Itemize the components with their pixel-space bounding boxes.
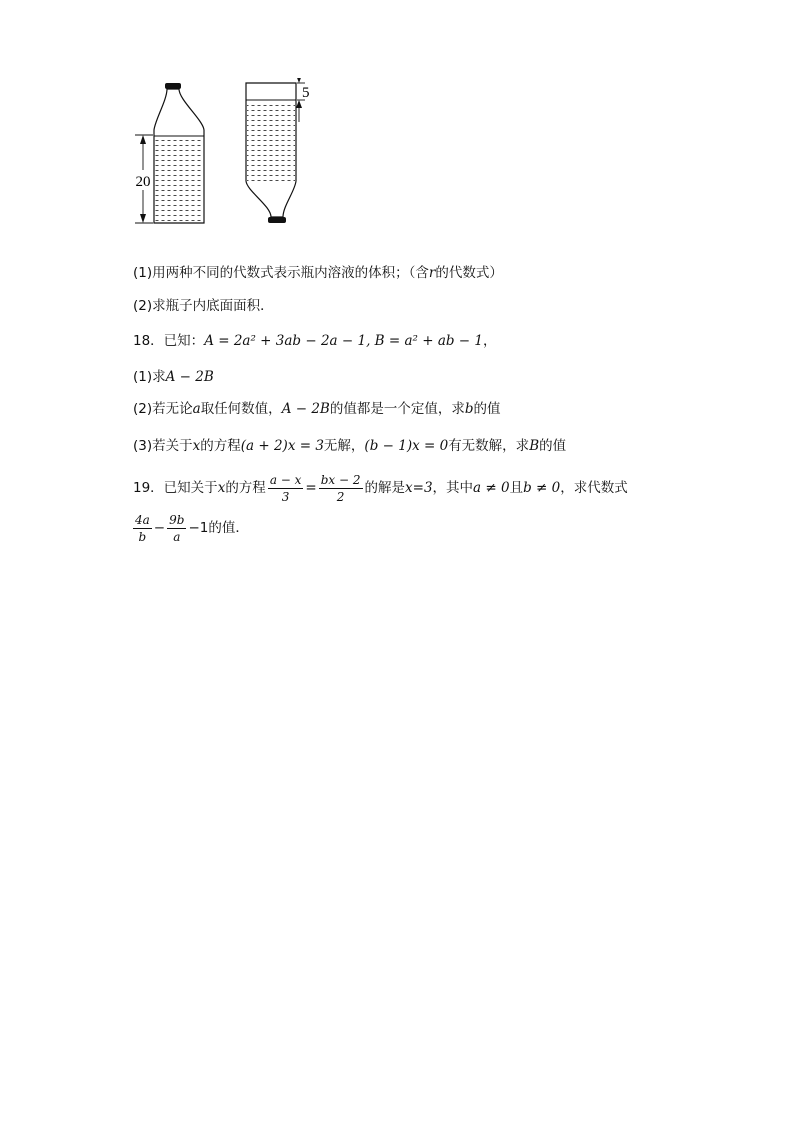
q19-condition-b: b ≠ 0 — [523, 480, 561, 496]
q18-equation-1: (a + 2)x = 3 — [240, 438, 324, 454]
gap-dimension — [296, 78, 310, 122]
q17-part2: (2)求瓶子内底面面积． — [133, 298, 274, 314]
q19-mid2: 的解是 — [364, 480, 406, 496]
q19-condition-a: a ≠ 0 — [473, 480, 510, 496]
q19-frac4-num: 9b — [169, 512, 185, 527]
q18-part1 — [133, 368, 214, 386]
q19-end: ，求代数式 — [560, 480, 628, 496]
height-label: 20 — [135, 174, 151, 190]
q18-part3-mid: 的方程 — [200, 438, 241, 454]
q18-part3-mid3: 有无数解，求 — [448, 438, 530, 454]
q17-part1-text: (1)用两种不同的代数式表示瓶内溶液的体积；（含 — [133, 265, 429, 281]
q18-intro — [133, 332, 497, 350]
upright-bottle — [154, 83, 204, 223]
q19-frac1-den: 3 — [281, 489, 290, 504]
q17-part1 — [133, 264, 503, 282]
q19-fraction-3 — [133, 512, 152, 545]
q18-part2-expr: A − 2B — [281, 401, 330, 417]
q19-mid: 的方程 — [225, 480, 266, 496]
q19-and: 且 — [509, 480, 524, 496]
q18-part2-end: 的值 — [473, 401, 501, 417]
q18-intro-text: 18．已知： — [133, 333, 205, 349]
q19-line2 — [131, 510, 249, 546]
bottles-figure — [125, 78, 315, 228]
q18-part3-end: 的值 — [539, 438, 567, 454]
q18-definitions: A = 2a² + 3ab − 2a − 1, B = a² + ab − 1 — [204, 333, 483, 349]
q18-var-b: b — [464, 401, 474, 417]
height-dimension — [135, 135, 153, 223]
q19-fraction-4 — [167, 512, 186, 545]
q19-mid3: ，其中 — [432, 480, 474, 496]
q19-equals: = — [305, 480, 317, 496]
inverted-bottle — [246, 83, 296, 223]
gap-label: 5 — [302, 85, 310, 101]
q18-part3 — [133, 437, 566, 455]
q19-minus: − — [153, 520, 166, 536]
q19-var-x: x — [217, 480, 226, 496]
q18-intro-end: ， — [483, 333, 497, 349]
q18-var-a: a — [192, 401, 201, 417]
q19-tail: −1的值． — [188, 520, 249, 536]
q19-fraction-right — [319, 472, 363, 505]
q19-fraction-left — [268, 472, 304, 505]
q19-frac4-den: a — [173, 529, 181, 544]
q18-var-B: B — [529, 438, 540, 454]
q18-part1-expr: A − 2B — [165, 369, 214, 385]
q19-solution: x=3 — [405, 480, 433, 496]
q17-var-r: r — [428, 265, 436, 281]
q19-line1 — [133, 470, 628, 506]
q18-var-x: x — [192, 438, 201, 454]
q18-part2 — [133, 400, 501, 418]
q18-part2-mid: 取任何数值， — [200, 401, 282, 417]
q19-frac2-num: bx − 2 — [320, 472, 361, 487]
q18-part3-text: (3)若关于 — [133, 438, 193, 454]
q19-text: 19．已知关于 — [133, 480, 218, 496]
q19-frac3-num: 4a — [135, 512, 150, 527]
q18-part3-mid2: 无解， — [323, 438, 365, 454]
q18-equation-2: (b − 1)x = 0 — [364, 438, 449, 454]
q19-frac1-num: a − x — [269, 472, 302, 487]
q18-part1-text: (1)求 — [133, 369, 166, 385]
q17-part1-end: 的代数式） — [435, 265, 503, 281]
q18-part2-text: (2)若无论 — [133, 401, 193, 417]
q19-frac2-den: 2 — [336, 489, 345, 504]
q18-part2-mid2: 的值都是一个定值，求 — [329, 401, 465, 417]
q19-frac3-den: b — [138, 529, 147, 544]
